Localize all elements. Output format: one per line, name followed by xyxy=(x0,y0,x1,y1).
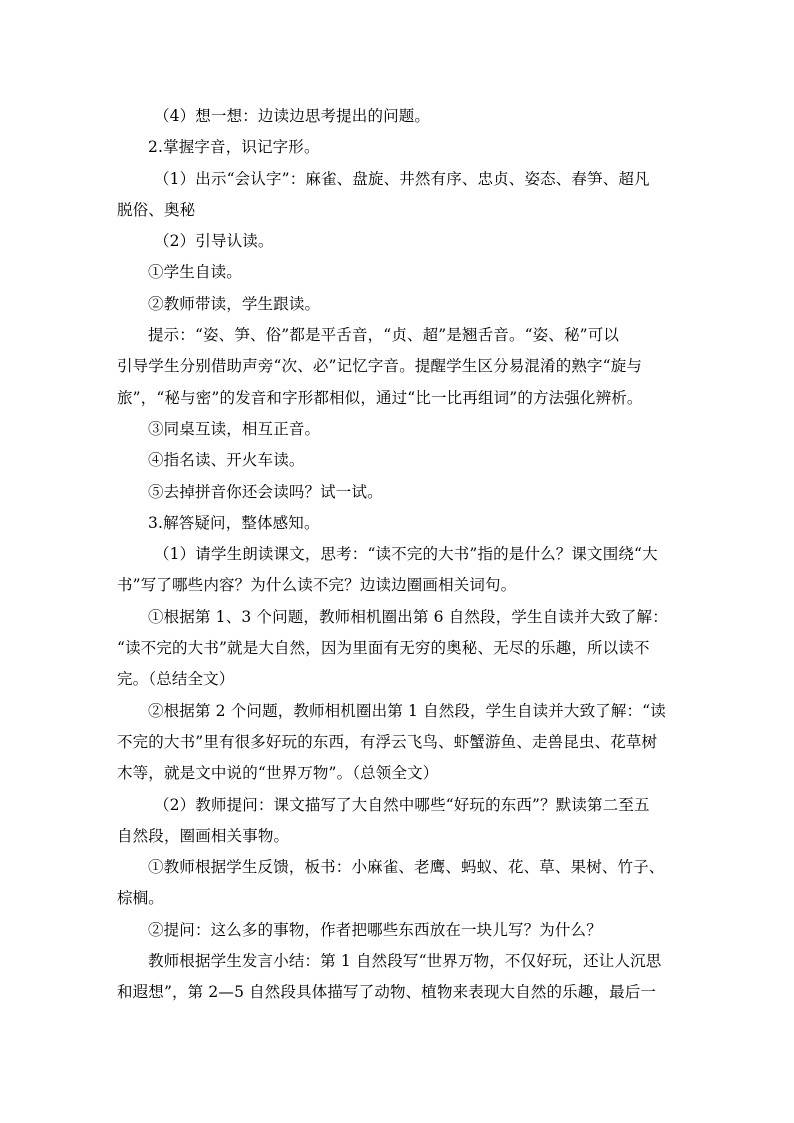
text-line: 引导学生分别借助声旁“次、必”记忆字音。提醒学生区分易混淆的熟字“旋与 xyxy=(117,357,643,376)
text-line: ①学生自读。 xyxy=(148,263,242,282)
text-line: （2）教师提问：课文描写了大自然中哪些“好玩的东西”？默读第二至五 xyxy=(154,795,650,814)
text-line: ④指名读、开火车读。 xyxy=(148,451,305,470)
text-line: （1）出示“会认字”：麻雀、盘旋、井然有序、忠贞、姿态、春笋、超凡 xyxy=(154,169,650,188)
text-line: 不完的大书”里有很多好玩的东西，有浮云飞鸟、虾蟹游鱼、走兽昆虫、花草树 xyxy=(117,732,658,751)
text-line: 3.解答疑问，整体感知。 xyxy=(148,513,320,532)
text-line: ②提问：这么多的事物，作者把哪些东西放在一块儿写？为什么？ xyxy=(148,920,602,939)
text-line: 旅”，“秘与密”的发音和字形都相似，通过“比一比再组词”的方法强化辨析。 xyxy=(117,388,643,407)
text-line: 棕榈。 xyxy=(117,889,164,908)
text-line: 书”写了哪些内容？为什么读不完？边读边圈画相关词句。 xyxy=(117,576,517,595)
text-line: ③同桌互读，相互正音。 xyxy=(148,419,321,438)
text-line: 自然段，圈画相关事物。 xyxy=(117,826,290,845)
text-line: （2）引导认读。 xyxy=(154,232,274,251)
text-line: “读不完的大书”就是大自然，因为里面有无穷的奥秘、无尽的乐趣，所以读不 xyxy=(117,639,650,658)
text-line: （1）请学生朗读课文，思考：“读不完的大书”指的是什么？课文围绕“大 xyxy=(154,545,658,564)
text-line: ②根据第 2 个问题，教师相机圈出第 1 自然段，学生自读并大致了解：“读 xyxy=(148,701,666,720)
text-line: 教师根据学生发言小结：第 1 自然段写“世界万物，不仅好玩，还让人沉思 xyxy=(148,952,662,971)
text-line: 提示：“姿、笋、俗”都是平舌音，“贞、超”是翘舌音。“姿、秘”可以 xyxy=(148,326,619,345)
text-line: 完。（总结全文） xyxy=(117,670,235,689)
text-line: ①教师根据学生反馈，板书：小麻雀、老鹰、蚂蚁、花、草、果树、竹子、 xyxy=(148,858,665,877)
text-line: ②教师带读，学生跟读。 xyxy=(148,294,321,313)
document-body xyxy=(117,101,679,1009)
text-line: 2.掌握字音，识记字形。 xyxy=(148,138,320,157)
text-line: 木等，就是文中说的“世界万物”。（总领全文） xyxy=(117,764,439,783)
text-line: ①根据第 1、3 个问题，教师相机圈出第 6 自然段，学生自读并大致了解： xyxy=(148,607,668,626)
text-line: （4）想一想：边读边思考提出的问题。 xyxy=(154,107,431,125)
text-line: ⑤去掉拼音你还会读吗？试一试。 xyxy=(148,482,383,501)
text-line: 脱俗、奥秘 xyxy=(117,200,196,219)
text-line: 和遐想”，第 2—5 自然段具体描写了动物、植物来表现大自然的乐趣，最后一 xyxy=(117,983,657,1002)
